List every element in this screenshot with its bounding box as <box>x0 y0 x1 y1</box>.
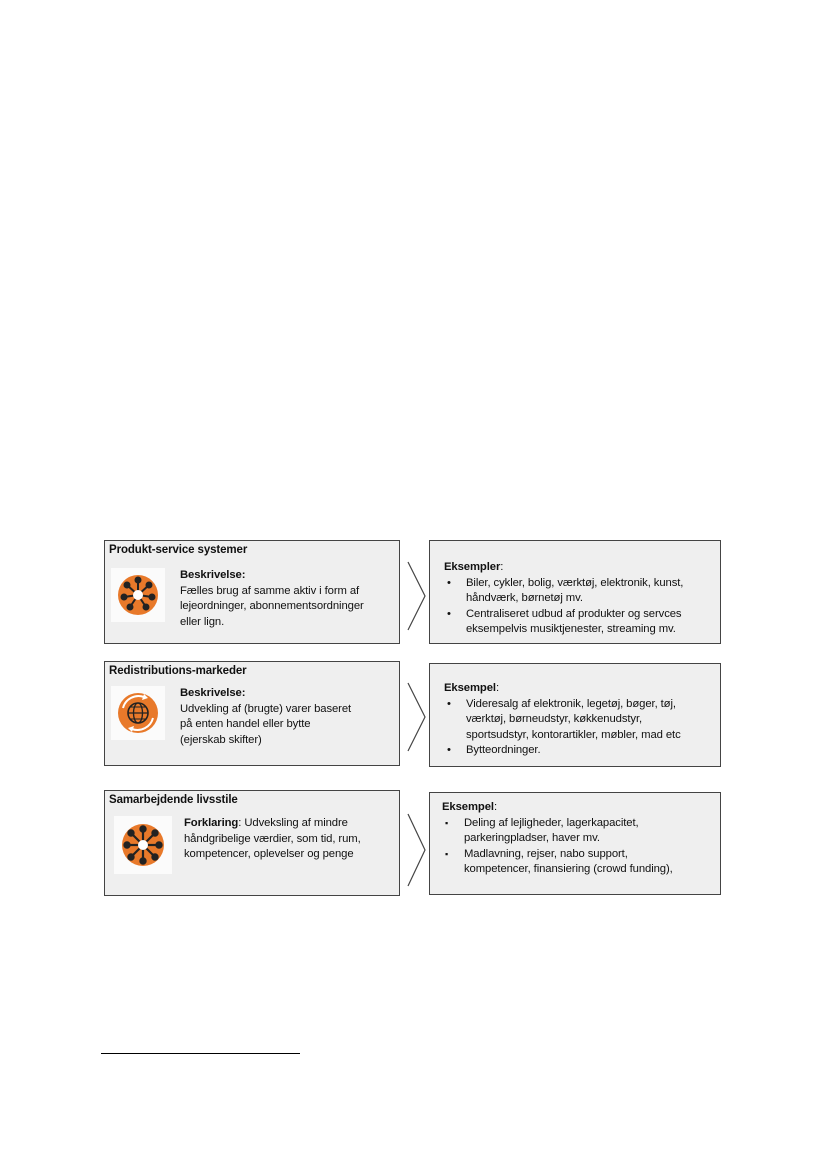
list-item-line: Biler, cykler, bolig, værktøj, elektronik, kunst, <box>466 576 684 589</box>
row-2-description <box>180 686 351 748</box>
list-item <box>444 743 681 759</box>
globe-exchange-icon <box>111 686 165 740</box>
row-1-desc-head: Beskrivelse: <box>180 569 246 581</box>
row-3-desc-head: Forklaring <box>184 817 239 829</box>
row-3-examples-head: Eksempel <box>442 801 494 813</box>
row-2-right-box <box>429 663 721 767</box>
list-item <box>444 607 683 638</box>
row-1-title: Produkt-service systemer <box>109 544 248 556</box>
network-burst-icon <box>114 816 172 874</box>
row-1-examples-colon: : <box>500 561 504 573</box>
bullet: ▪ <box>445 848 449 859</box>
row-2-examples-colon: : <box>495 682 499 694</box>
row-3-examples-colon: : <box>493 801 497 813</box>
list-item-line: håndværk, børnetøj mv. <box>466 592 583 604</box>
row-2-left-box <box>104 661 400 766</box>
row-3-right-box <box>429 792 721 895</box>
row-3-desc-line: kompetencer, oplevelser og penge <box>184 848 354 860</box>
list-item <box>442 847 673 878</box>
row-2-chevron-icon <box>406 681 428 753</box>
list-item-line: kompetencer, finansiering (crowd funding), <box>464 863 673 875</box>
row-2-desc-line: Udvekling af (brugte) varer baseret <box>180 702 352 715</box>
row-3-examples <box>442 800 673 878</box>
row-1-examples <box>444 560 683 638</box>
list-item-line: eksempelvis musiktjenester, streaming mv. <box>466 623 676 635</box>
list-item-line: sportsudstyr, kontorartikler, møbler, mad etc <box>466 728 681 741</box>
list-item-line: værktøj, børneudstyr, køkkenudstyr, <box>466 713 643 725</box>
row-1-examples-head: Eksempler <box>444 561 501 573</box>
list-item <box>442 816 673 847</box>
row-3-left-box <box>104 790 400 896</box>
row-3-desc-line: håndgribelige værdier, som tid, rum, <box>184 832 361 845</box>
list-item-line: parkeringpladser, haver mv. <box>464 832 600 844</box>
row-2-desc-line: (ejerskab skifter) <box>180 733 262 746</box>
list-item-line: Deling af lejligheder, lagerkapacitet, <box>464 816 639 829</box>
row-2-desc-head: Beskrivelse: <box>180 687 246 699</box>
row-2-title: Redistributions-markeder <box>109 665 247 677</box>
row-2-examples <box>444 681 681 759</box>
row-1-desc-line: Fælles brug af samme aktiv i form af <box>180 584 360 597</box>
row-2-desc-line: på enten handel eller bytte <box>180 718 311 730</box>
list-item <box>444 697 681 744</box>
row-2-examples-head: Eksempel <box>444 682 496 694</box>
people-sharing-icon <box>111 568 165 622</box>
list-item-line: Madlavning, rejser, nabo support, <box>464 847 628 860</box>
list-item-line: Centraliseret udbud af produkter og servces <box>466 607 682 620</box>
row-1-desc-line: eller lign. <box>180 615 225 628</box>
row-1-chevron-icon <box>406 560 428 632</box>
row-1-description <box>180 568 364 630</box>
bullet: • <box>447 576 451 589</box>
footnote-divider <box>101 1053 300 1054</box>
list-item-line: Bytteordninger. <box>466 744 541 756</box>
row-3-desc-line: : Udveksling af mindre <box>238 817 348 829</box>
list-item <box>444 576 683 607</box>
list-item-line: Videresalg af elektronik, legetøj, bøger, tøj, <box>466 697 676 710</box>
bullet: • <box>447 744 451 756</box>
bullet: ▪ <box>445 817 449 828</box>
bullet: • <box>447 607 451 620</box>
row-3-description <box>184 816 361 863</box>
row-1-right-box <box>429 540 721 644</box>
row-3-chevron-icon <box>406 812 428 888</box>
bullet: • <box>447 697 451 710</box>
row-1-left-box <box>104 540 400 644</box>
row-3-title: Samarbejdende livsstile <box>109 794 238 806</box>
row-1-desc-line: lejeordninger, abonnementsordninger <box>180 600 364 612</box>
